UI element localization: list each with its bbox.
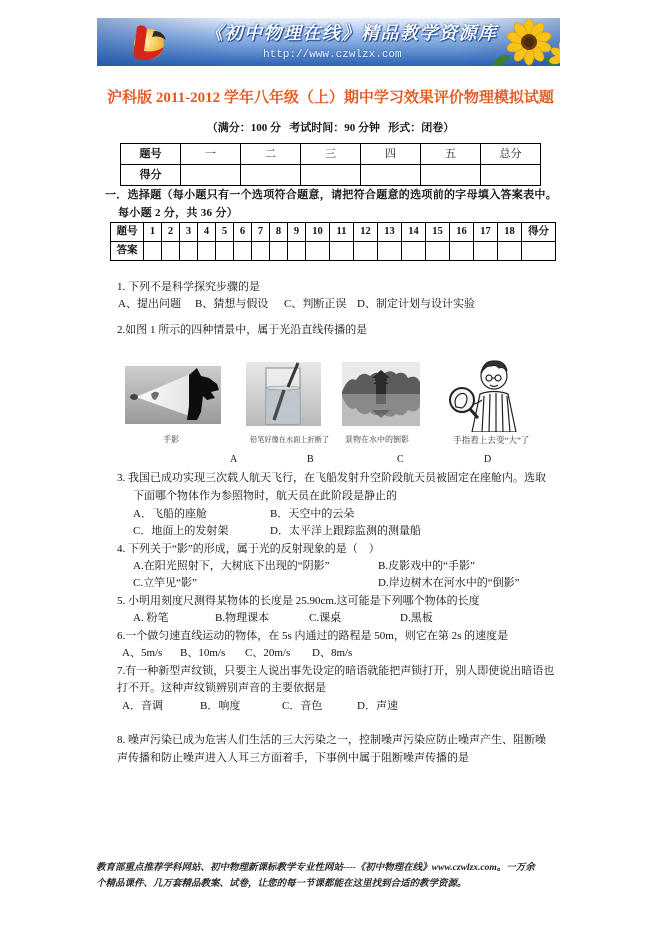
question-number-cell: 7 bbox=[252, 223, 270, 242]
figure-caption-c: 景物在水中的倒影 bbox=[345, 435, 409, 444]
question-1-option-b: B、猜想与假设 bbox=[195, 298, 269, 310]
question-number-cell: 13 bbox=[378, 223, 402, 242]
score-table-row-label: 得分 bbox=[121, 165, 181, 186]
question-6-text: 6.一个做匀速直线运动的物体，在 5s 内通过的路程是 50m，则它在第 2s 的速度是 bbox=[117, 630, 509, 642]
question-1-option-c: C、判断正误 bbox=[284, 298, 347, 310]
question-5-option-b: B.物理课本 bbox=[215, 612, 270, 624]
answer-cell bbox=[180, 242, 198, 261]
banner-url: http://www.czwlzx.com bbox=[263, 49, 402, 61]
question-5-option-a: A. 粉笔 bbox=[133, 612, 169, 624]
score-cell bbox=[181, 165, 241, 186]
question-2-text: 2.如图 1 所示的四种情景中，属于光沿直线传播的是 bbox=[117, 324, 368, 336]
question-3-text: 3. 我国已成功实现三次载人航天飞行，在飞船发射升空阶段航天员被固定在座舱内。选取 bbox=[117, 472, 546, 484]
score-table-header-cell: 总分 bbox=[481, 144, 541, 165]
figure-label-c: C bbox=[397, 454, 404, 465]
score-table-header-cell: 题号 bbox=[121, 144, 181, 165]
question-number-cell: 4 bbox=[198, 223, 216, 242]
question-7-option-d: D．声速 bbox=[357, 700, 398, 712]
question-number-cell: 10 bbox=[306, 223, 330, 242]
answer-cell bbox=[252, 242, 270, 261]
question-3-option-d: D．太平洋上跟踪监测的测量船 bbox=[270, 525, 421, 537]
answer-table-row-label: 答案 bbox=[111, 242, 144, 261]
question-4-option-d: D.岸边树木在河水中的“倒影” bbox=[378, 577, 520, 589]
score-table-header-row bbox=[121, 144, 541, 165]
question-6-option-d: D、8m/s bbox=[312, 647, 353, 659]
magnifier-finger-picture bbox=[440, 356, 526, 432]
question-6-option-c: C、20m/s bbox=[245, 647, 291, 659]
question-3-option-b: B．天空中的云朵 bbox=[270, 508, 355, 520]
score-table-score-row bbox=[121, 165, 541, 186]
figure-caption-b: 铅笔好像在水面上折断了 bbox=[250, 436, 330, 444]
answer-cell bbox=[498, 242, 522, 261]
question-number-cell: 18 bbox=[498, 223, 522, 242]
figure-caption-d: 手指看上去变“大”了 bbox=[453, 435, 530, 445]
question-number-cell: 12 bbox=[354, 223, 378, 242]
banner-title: 《初中物理在线》精品教学资源库 bbox=[205, 23, 498, 43]
question-3-option-c: C．地面上的发射架 bbox=[133, 525, 229, 537]
question-1-option-a: A、提出问题 bbox=[118, 298, 181, 310]
answer-cell bbox=[162, 242, 180, 261]
answer-cell bbox=[270, 242, 288, 261]
question-number-cell: 15 bbox=[426, 223, 450, 242]
exam-subtitle: （满分：100 分 考试时间：90 分钟 形式：闭卷） bbox=[206, 122, 455, 134]
score-table-header-cell: 二 bbox=[241, 144, 301, 165]
question-number-cell: 1 bbox=[144, 223, 162, 242]
question-8-text-continued: 声传播和防止噪声进入人耳三方面着手，下事例中属于阻断噪声传播的是 bbox=[117, 752, 469, 764]
answer-cell bbox=[378, 242, 402, 261]
answer-table bbox=[110, 222, 556, 261]
answer-cell bbox=[234, 242, 252, 261]
question-number-cell: 3 bbox=[180, 223, 198, 242]
question-8-text: 8. 噪声污染已成为危害人们生活的三大污染之一，控制噪声污染应防止噪声产生、阻断噪 bbox=[117, 734, 546, 746]
footer-line-2: 个精品课件、几万套精品教案、试卷，让您的每一节课都能在这里找到合适的教学资源。 bbox=[96, 879, 467, 889]
answer-cell bbox=[402, 242, 426, 261]
figure-label-d: D bbox=[484, 454, 492, 465]
question-6-option-b: B、10m/s bbox=[180, 647, 226, 659]
answer-cell bbox=[288, 242, 306, 261]
score-table-header-cell: 四 bbox=[361, 144, 421, 165]
question-4-option-a: A.在阳光照射下，大树底下出现的“阴影” bbox=[133, 560, 330, 572]
score-table bbox=[120, 143, 541, 186]
score-table-header-cell: 三 bbox=[301, 144, 361, 165]
answer-cell bbox=[198, 242, 216, 261]
question-3-option-a: A．飞船的座舱 bbox=[133, 508, 207, 520]
hand-shadow-picture bbox=[125, 366, 221, 424]
score-cell bbox=[421, 165, 481, 186]
question-5-text: 5. 小明用刻度尺测得某物体的长度是 25.90cm.这可能是下列哪个物体的长度 bbox=[117, 595, 480, 607]
question-number-cell: 8 bbox=[270, 223, 288, 242]
score-cell bbox=[241, 165, 301, 186]
answer-cell bbox=[306, 242, 330, 261]
question-7-option-b: B．响度 bbox=[200, 700, 241, 712]
question-7-text: 7.有一种新型声纹锁，只要主人说出事先设定的暗语就能把声锁打开，别人即使说出暗语也 bbox=[117, 665, 555, 677]
figure-caption-a: 手影 bbox=[163, 435, 179, 444]
question-number-cell: 5 bbox=[216, 223, 234, 242]
question-1-option-d: D、制定计划与设计实验 bbox=[357, 298, 475, 310]
answer-cell bbox=[216, 242, 234, 261]
exam-title: 沪科版 2011-2012 学年八年级（上）期中学习效果评价物理模拟试题 bbox=[107, 90, 554, 106]
question-number-cell: 17 bbox=[474, 223, 498, 242]
answer-score-cell bbox=[522, 242, 556, 261]
answer-cell bbox=[354, 242, 378, 261]
question-3-text-continued: 下面哪个物体作为参照物时，航天员在此阶段是静止的 bbox=[133, 490, 397, 502]
section-1-heading-continued: 每小题 2 分，共 36 分） bbox=[118, 207, 238, 219]
answer-cell bbox=[426, 242, 450, 261]
question-7-option-c: C．音色 bbox=[282, 700, 323, 712]
question-number-cell: 9 bbox=[288, 223, 306, 242]
question-7-text-continued: 打不开。这种声纹锁辨别声音的主要依据是 bbox=[117, 682, 326, 694]
question-6-option-a: A、5m/s bbox=[122, 647, 163, 659]
question-7-option-a: A．音调 bbox=[122, 700, 163, 712]
site-banner bbox=[97, 18, 560, 66]
question-number-cell: 2 bbox=[162, 223, 180, 242]
figure-label-a: A bbox=[230, 454, 238, 465]
question-number-cell: 16 bbox=[450, 223, 474, 242]
question-5-option-c: C.课桌 bbox=[309, 612, 342, 624]
pencil-in-water-picture bbox=[246, 362, 321, 426]
score-cell bbox=[361, 165, 421, 186]
section-1-heading: 一．选择题（每小题只有一个选项符合题意，请把符合题意的选项前的字母填入答案表中。 bbox=[105, 189, 557, 201]
pagoda-reflection-picture bbox=[342, 362, 420, 426]
question-number-cell: 14 bbox=[402, 223, 426, 242]
question-5-option-d: D.黑板 bbox=[400, 612, 433, 624]
question-4-option-c: C.立竿见“影” bbox=[133, 577, 197, 589]
figure-label-b: B bbox=[307, 454, 314, 465]
answer-cell bbox=[450, 242, 474, 261]
score-table-header-cell: 一 bbox=[181, 144, 241, 165]
score-cell bbox=[301, 165, 361, 186]
answer-table-score-label: 得分 bbox=[522, 223, 556, 242]
answer-cell bbox=[474, 242, 498, 261]
answer-cell bbox=[330, 242, 354, 261]
footer-line-1: 教育部重点推荐学科网站、初中物理新课标教学专业性网站----《初中物理在线》www.czwlzx.com。一万余 bbox=[96, 863, 535, 873]
question-1-text: 1. 下列不是科学探究步骤的是 bbox=[117, 281, 260, 293]
question-number-cell: 6 bbox=[234, 223, 252, 242]
question-number-cell: 11 bbox=[330, 223, 354, 242]
answer-table-header-label: 题号 bbox=[111, 223, 144, 242]
answer-cell bbox=[144, 242, 162, 261]
score-cell bbox=[481, 165, 541, 186]
score-table-header-cell: 五 bbox=[421, 144, 481, 165]
question-4-text: 4. 下列关于“影”的形成，属于光的反射现象的是（ ） bbox=[117, 543, 380, 555]
answer-table-header-row bbox=[111, 223, 556, 242]
answer-table-answer-row bbox=[111, 242, 556, 261]
question-4-option-b: B.皮影戏中的“手影” bbox=[378, 560, 475, 572]
